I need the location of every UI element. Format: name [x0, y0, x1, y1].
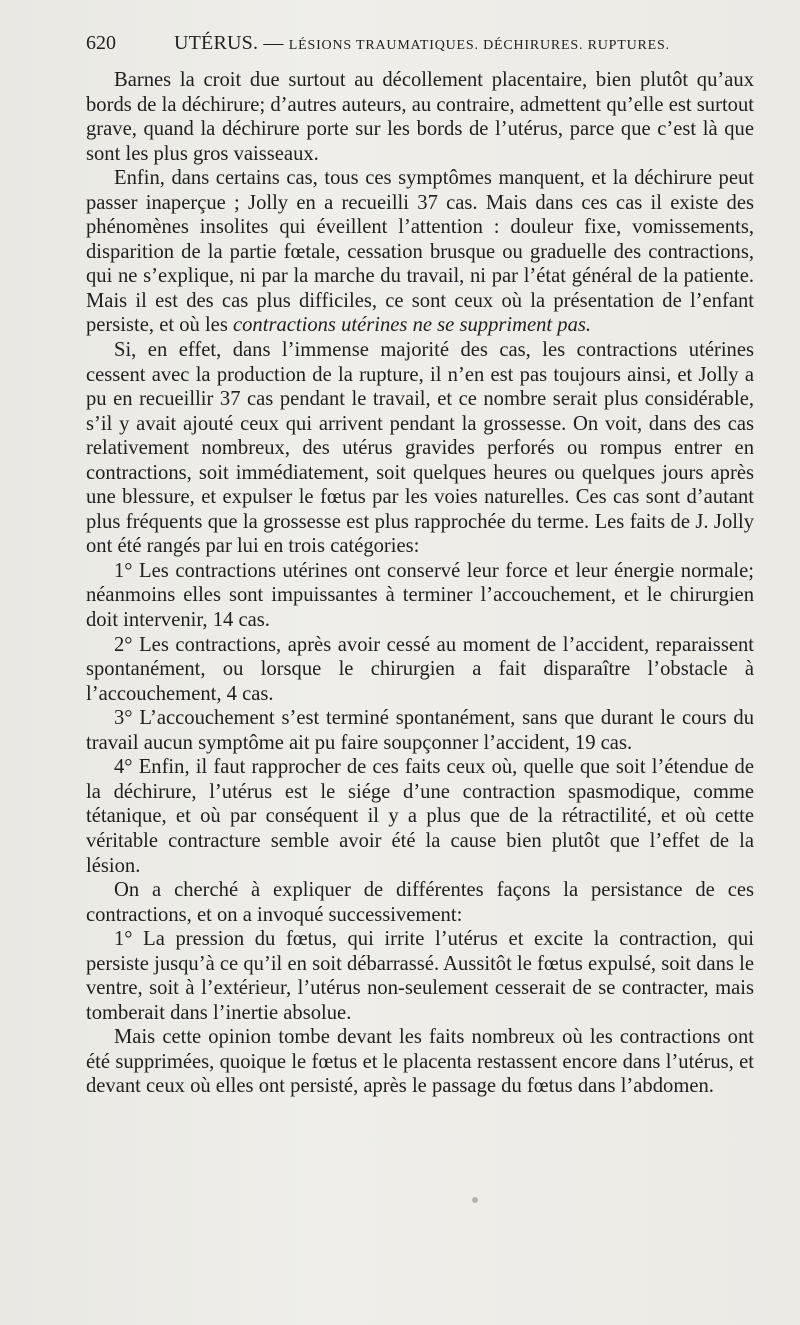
paragraph-10: [86, 1025, 754, 1099]
paragraph-1-text: Barnes la croit due surtout au décollement placentaire, bien plutôt qu’aux bords de la déchirure; d’autres auteurs, au contraire, admettent qu’elle est surtout grave, quand la déchirure porte sur les bords de l’utérus, parce que c’est là que sont les plus gros vaisseaux.: [86, 69, 754, 165]
paragraph-1: [86, 68, 754, 166]
paragraph-7-text: 4° Enfin, il faut rapprocher de ces faits ceux où, quelle que soit l’étendue de la déchirure, l’utérus est le siége d’une contraction spasmodique, comme tétanique, et où par conséquent il y a plus que de la rétractilité, et où cette véritable contracture semble avoir été la cause bien plutôt que l’effet de la lésion.: [86, 756, 754, 877]
paragraph-7: [86, 755, 754, 878]
page-header: [86, 30, 766, 62]
paragraph-9-text: 1° La pression du fœtus, qui irrite l’utérus et excite la contraction, qui persiste jusqu’à ce qu’il en soit débarrassé. Aussitôt le fœtus expulsé, soit dans le ventre, soit à l’extérieur, l’utérus non-seulement cesserait de se contracter, mais tomberait dans l’inertie absolue.: [86, 928, 754, 1024]
paragraph-5: [86, 633, 754, 707]
running-head-main: UTÉRUS.: [174, 32, 259, 54]
paragraph-9: [86, 927, 754, 1025]
paragraph-6-text: 3° L’accouchement s’est terminé spontanément, sans que durant le cours du travail aucun symptôme ait pu faire soupçonner l’accident, 19 cas.: [86, 707, 754, 754]
paragraph-10-text: Mais cette opinion tombe devant les faits nombreux où les contractions ont été supprimées, quoique le fœtus et le placenta restassent encore dans l’utérus, et devant ceux où elles ont persisté, après le passage du fœtus dans l’abdomen.: [86, 1026, 754, 1098]
paragraph-2: [86, 166, 754, 338]
page-number: 620: [86, 32, 116, 54]
body-text: [86, 68, 754, 1099]
paragraph-2-italic: contractions utérines ne se suppriment pas.: [232, 314, 592, 337]
paragraph-6: [86, 706, 754, 755]
paragraph-8-text: On a cherché à expliquer de différentes façons la persistance de ces contractions, et on a invoqué successivement:: [86, 879, 754, 926]
running-head: [174, 32, 670, 55]
running-head-subtitle: LÉSIONS TRAUMATIQUES. DÉCHIRURES. RUPTURES.: [288, 38, 670, 53]
running-head-separator: —: [258, 32, 289, 54]
paragraph-4: [86, 559, 754, 633]
paragraph-3-text: Si, en effet, dans l’immense majorité des cas, les contractions utérines cessent avec la production de la rupture, il n’en est pas toujours ainsi, et Jolly a pu en recueillir 37 cas pendant le travail, et ce nombre serait plus considérable, s’il y avait ajouté ceux qui arrivent pendant la grossesse. On voit, dans des cas relativement nombreux, des utérus gravides perforés ou rompus entrer en contractions, soit immédiatement, soit quelques heures ou quelques jours après une blessure, et expulser le fœtus par les voies naturelles. Ces cas sont d’autant plus fréquents que la grossesse est plus rapprochée du terme. Les faits de J. Jolly ont été rangés par lui en trois catégories:: [86, 339, 754, 558]
paragraph-4-text: 1° Les contractions utérines ont conservé leur force et leur énergie normale; néanmoins elles sont impuissantes à terminer l’accouchement, et le chirurgien doit intervenir, 14 cas.: [86, 559, 754, 632]
ink-speck: [472, 1197, 478, 1203]
paragraph-8: [86, 878, 754, 927]
paragraph-2-text: Enfin, dans certains cas, tous ces symptômes manquent, et la déchirure peut passer inaperçue ; Jolly en a recueilli 37 cas. Mais dans ces cas il existe des phénomènes insolites qui éveillent l’attention : douleur fixe, vomissements, disparition de la partie fœtale, cessation brusque ou graduelle des contractions, qui ne s’explique, ni par la marche du travail, ni par l’état général de la patiente. Mais il est des cas plus difficiles, ce sont ceux où la présentation de l’enfant persiste, et où les: [86, 167, 754, 337]
paragraph-3: [86, 338, 754, 559]
paragraph-5-text: 2° Les contractions, après avoir cessé au moment de l’accident, reparaissent spontanément, ou lorsque le chirurgien a fait disparaître l’obstacle à l’accouchement, 4 cas.: [86, 633, 754, 705]
